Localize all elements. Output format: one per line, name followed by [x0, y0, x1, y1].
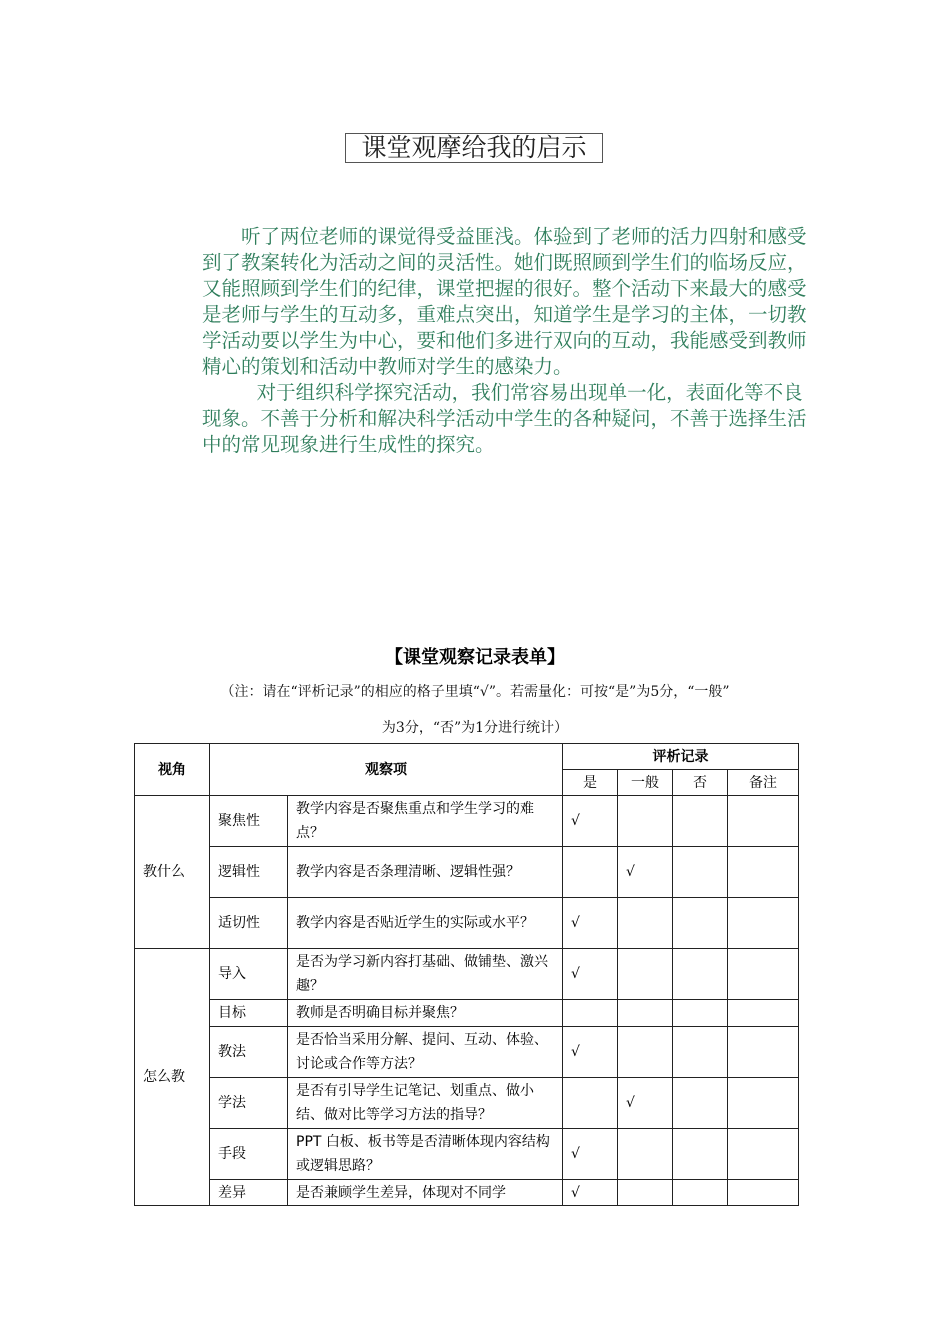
- no-cell[interactable]: [673, 796, 728, 847]
- no-cell[interactable]: [673, 1027, 728, 1078]
- header-item: 观察项: [210, 744, 563, 796]
- remarks-cell[interactable]: [728, 1027, 799, 1078]
- question-cell: 教学内容是否聚焦重点和学生学习的难点？: [288, 796, 563, 847]
- essay-paragraph-1: 听了两位老师的课觉得受益匪浅。体验到了老师的活力四射和感受到了教案转化为活动之间的灵活性。她们既照顾到学生们的临场反应，又能照顾到学生们的纪律，课堂把握的很好。整个活动下来最大的感受是老师与学生的互动多，重难点突出，知道学生是学习的主体，一切教学活动要以学生为中心，要和他们多进行双向的互动，我能感受到教师精心的策划和活动中教师对学生的感染力。: [202, 225, 807, 378]
- yes-cell[interactable]: [563, 1000, 618, 1027]
- question-cell: 教师是否明确目标并聚焦？: [288, 1000, 563, 1027]
- remarks-cell[interactable]: [728, 1180, 799, 1206]
- header-remarks: 备注: [728, 770, 799, 796]
- yes-cell[interactable]: [563, 1078, 618, 1129]
- yes-cell[interactable]: √: [563, 1180, 618, 1206]
- observation-table: [134, 743, 799, 1206]
- dimension-cell: 差异: [210, 1180, 288, 1206]
- form-title: 【课堂观察记录表单】: [385, 647, 565, 668]
- dimension-cell: 逻辑性: [210, 847, 288, 898]
- average-cell[interactable]: [618, 1027, 673, 1078]
- average-cell[interactable]: [618, 949, 673, 1000]
- no-cell[interactable]: [673, 898, 728, 949]
- dimension-cell: 导入: [210, 949, 288, 1000]
- table-row: [135, 1180, 799, 1206]
- remarks-cell[interactable]: [728, 949, 799, 1000]
- average-cell[interactable]: [618, 898, 673, 949]
- yes-cell[interactable]: √: [563, 796, 618, 847]
- question-cell: 教学内容是否条理清晰、逻辑性强？: [288, 847, 563, 898]
- no-cell[interactable]: [673, 1129, 728, 1180]
- dimension-cell: 手段: [210, 1129, 288, 1180]
- form-note: [130, 674, 820, 746]
- table-row: [135, 1027, 799, 1078]
- remarks-cell[interactable]: [728, 796, 799, 847]
- dimension-cell: 学法: [210, 1078, 288, 1129]
- yes-cell[interactable]: √: [563, 1027, 618, 1078]
- question-cell: 教学内容是否贴近学生的实际或水平？: [288, 898, 563, 949]
- question-cell: PPT 白板、板书等是否清晰体现内容结构或逻辑思路？: [288, 1129, 563, 1180]
- form-note-line-2: 为3分，“否”为1分进行统计）: [381, 720, 569, 736]
- no-cell[interactable]: [673, 949, 728, 1000]
- question-cell: 是否恰当采用分解、提问、互动、体验、讨论或合作等方法？: [288, 1027, 563, 1078]
- perspective-cell: 怎么教: [135, 949, 210, 1206]
- average-cell[interactable]: [618, 796, 673, 847]
- header-no: 否: [673, 770, 728, 796]
- table-row: [135, 1000, 799, 1027]
- dimension-cell: 适切性: [210, 898, 288, 949]
- dimension-cell: 聚焦性: [210, 796, 288, 847]
- average-cell[interactable]: √: [618, 1078, 673, 1129]
- remarks-cell[interactable]: [728, 898, 799, 949]
- no-cell[interactable]: [673, 1078, 728, 1129]
- dimension-cell: 目标: [210, 1000, 288, 1027]
- document-title: 课堂观摩给我的启示: [345, 133, 603, 163]
- header-yes: 是: [563, 770, 618, 796]
- remarks-cell[interactable]: [728, 1078, 799, 1129]
- table-row: [135, 1129, 799, 1180]
- question-cell: 是否有引导学生记笔记、划重点、做小结、做对比等学习方法的指导？: [288, 1078, 563, 1129]
- table-row: [135, 898, 799, 949]
- question-cell: 是否兼顾学生差异，体现对不同学: [288, 1180, 563, 1206]
- average-cell[interactable]: [618, 1000, 673, 1027]
- form-note-line-1: （注：请在“评析记录”的相应的格子里填“√”。若需量化：可按“是”为5分，“一般”: [220, 684, 730, 700]
- table-row: [135, 1078, 799, 1129]
- dimension-cell: 教法: [210, 1027, 288, 1078]
- no-cell[interactable]: [673, 1000, 728, 1027]
- yes-cell[interactable]: √: [563, 1129, 618, 1180]
- no-cell[interactable]: [673, 1180, 728, 1206]
- remarks-cell[interactable]: [728, 1129, 799, 1180]
- table-row: [135, 796, 799, 847]
- yes-cell[interactable]: [563, 847, 618, 898]
- header-evaluation: 评析记录: [563, 744, 799, 770]
- header-perspective: 视角: [135, 744, 210, 796]
- table-row: [135, 949, 799, 1000]
- question-cell: 是否为学习新内容打基础、做铺垫、激兴趣？: [288, 949, 563, 1000]
- table-row: [135, 847, 799, 898]
- average-cell[interactable]: [618, 1129, 673, 1180]
- header-average: 一般: [618, 770, 673, 796]
- table-header-row: [135, 744, 799, 770]
- remarks-cell[interactable]: [728, 847, 799, 898]
- essay-body: [202, 224, 814, 458]
- average-cell[interactable]: [618, 1180, 673, 1206]
- yes-cell[interactable]: √: [563, 949, 618, 1000]
- essay-paragraph-2: 对于组织科学探究活动，我们常容易出现单一化，表面化等不良现象。不善于分析和解决科学活动中学生的各种疑问，不善于选择生活中的常见现象进行生成性的探究。: [202, 381, 807, 456]
- yes-cell[interactable]: √: [563, 898, 618, 949]
- perspective-cell: 教什么: [135, 796, 210, 949]
- no-cell[interactable]: [673, 847, 728, 898]
- average-cell[interactable]: √: [618, 847, 673, 898]
- remarks-cell[interactable]: [728, 1000, 799, 1027]
